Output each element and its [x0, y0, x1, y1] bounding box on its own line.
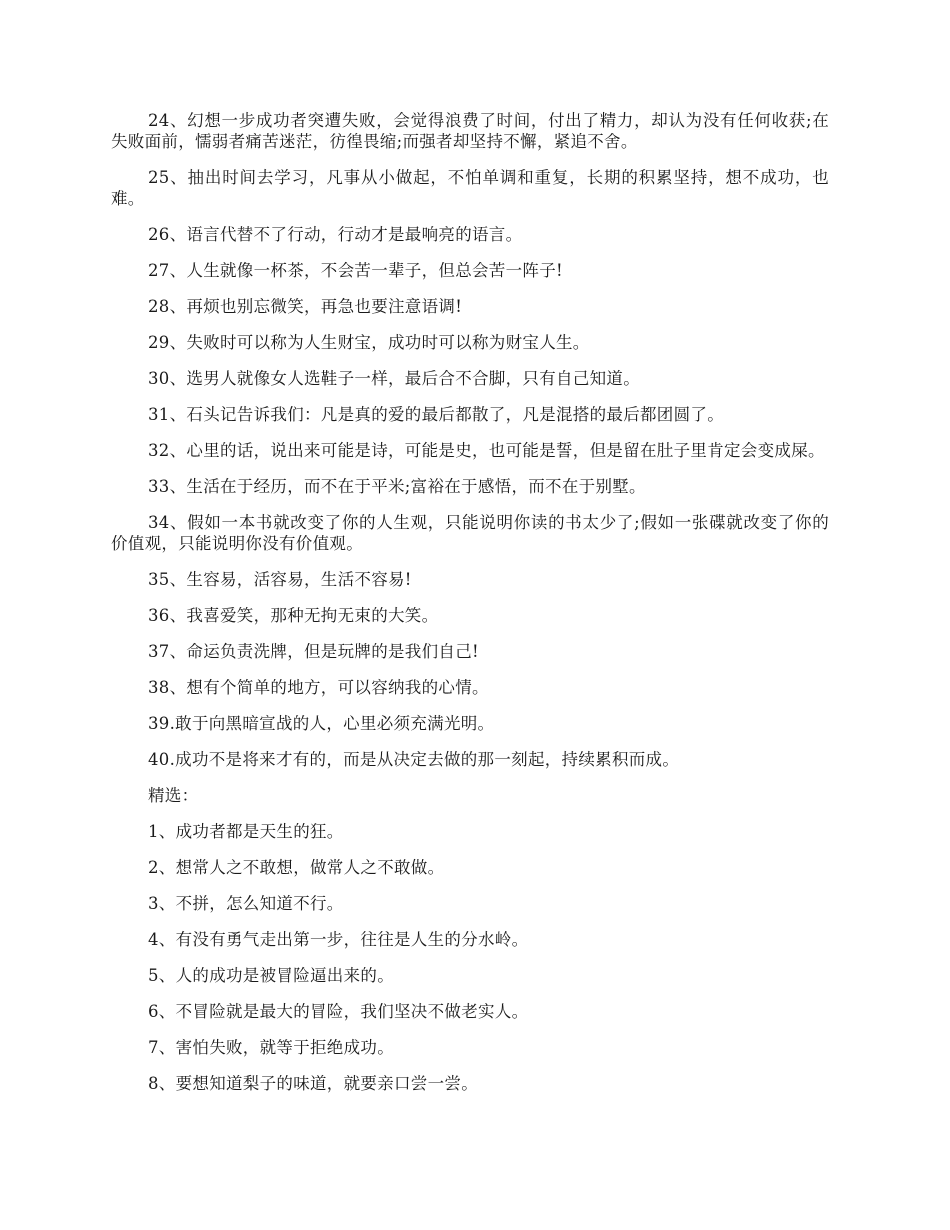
- paragraph-24: 24、幻想一步成功者突遭失败，会觉得浪费了时间，付出了精力，却认为没有任何收获;在失败面前，懦弱者痛苦迷茫，彷徨畏缩;而强者却坚持不懈，紧追不舍。: [111, 111, 829, 151]
- paragraph-29: 29、失败时可以称为人生财宝，成功时可以称为财宝人生。: [148, 333, 590, 352]
- selected-item-1: 1、成功者都是天生的狂。: [148, 822, 344, 841]
- paragraph-39: 39.敢于向黑暗宣战的人，心里必须充满光明。: [148, 714, 495, 733]
- document-body: [111, 110, 829, 1109]
- paragraph-30: 30、选男人就像女人选鞋子一样，最后合不合脚，只有自己知道。: [148, 369, 640, 388]
- paragraph-34: 34、假如一本书就改变了你的人生观，只能说明你读的书太少了;假如一张碟就改变了你的价值观，只能说明你没有价值观。: [111, 513, 829, 553]
- paragraph-28: 28、再烦也别忘微笑，再急也要注意语调!: [148, 297, 463, 316]
- paragraph-32: 32、心里的话，说出来可能是诗，可能是史，也可能是誓，但是留在肚子里肯定会变成屎。: [148, 441, 825, 460]
- paragraph-27: 27、人生就像一杯茶，不会苦一辈子，但总会苦一阵子!: [148, 261, 563, 280]
- paragraph-36: 36、我喜爱笑，那种无拘无束的大笑。: [148, 606, 439, 625]
- selected-item-7: 7、害怕失败，就等于拒绝成功。: [148, 1038, 394, 1057]
- selected-item-5: 5、人的成功是被冒险逼出来的。: [148, 966, 394, 985]
- paragraph-26: 26、语言代替不了行动，行动才是最响亮的语言。: [148, 225, 523, 244]
- paragraph-25: 25、抽出时间去学习，凡事从小做起，不怕单调和重复，长期的积累坚持，想不成功，也难。: [111, 168, 829, 208]
- selected-item-8: 8、要想知道梨子的味道，就要亲口尝一尝。: [148, 1074, 478, 1093]
- paragraph-40: 40.成功不是将来才有的，而是从决定去做的那一刻起，持续累积而成。: [148, 750, 680, 769]
- paragraph-33: 33、生活在于经历，而不在于平米;富裕在于感悟，而不在于别墅。: [148, 477, 646, 496]
- paragraph-35: 35、生容易，活容易，生活不容易!: [148, 570, 412, 589]
- paragraph-38: 38、想有个简单的地方，可以容纳我的心情。: [148, 678, 489, 697]
- selected-item-2: 2、想常人之不敢想，做常人之不敢做。: [148, 858, 445, 877]
- selected-item-6: 6、不冒险就是最大的冒险，我们坚决不做老实人。: [148, 1002, 529, 1021]
- selected-item-4: 4、有没有勇气走出第一步，往往是人生的分水岭。: [148, 930, 529, 949]
- paragraph-31: 31、石头记告诉我们：凡是真的爱的最后都散了，凡是混搭的最后都团圆了。: [148, 405, 724, 424]
- paragraph-37: 37、命运负责洗牌，但是玩牌的是我们自己!: [148, 642, 479, 661]
- section-heading-selected: 精选：: [148, 786, 199, 805]
- selected-item-3: 3、不拼，怎么知道不行。: [148, 894, 344, 913]
